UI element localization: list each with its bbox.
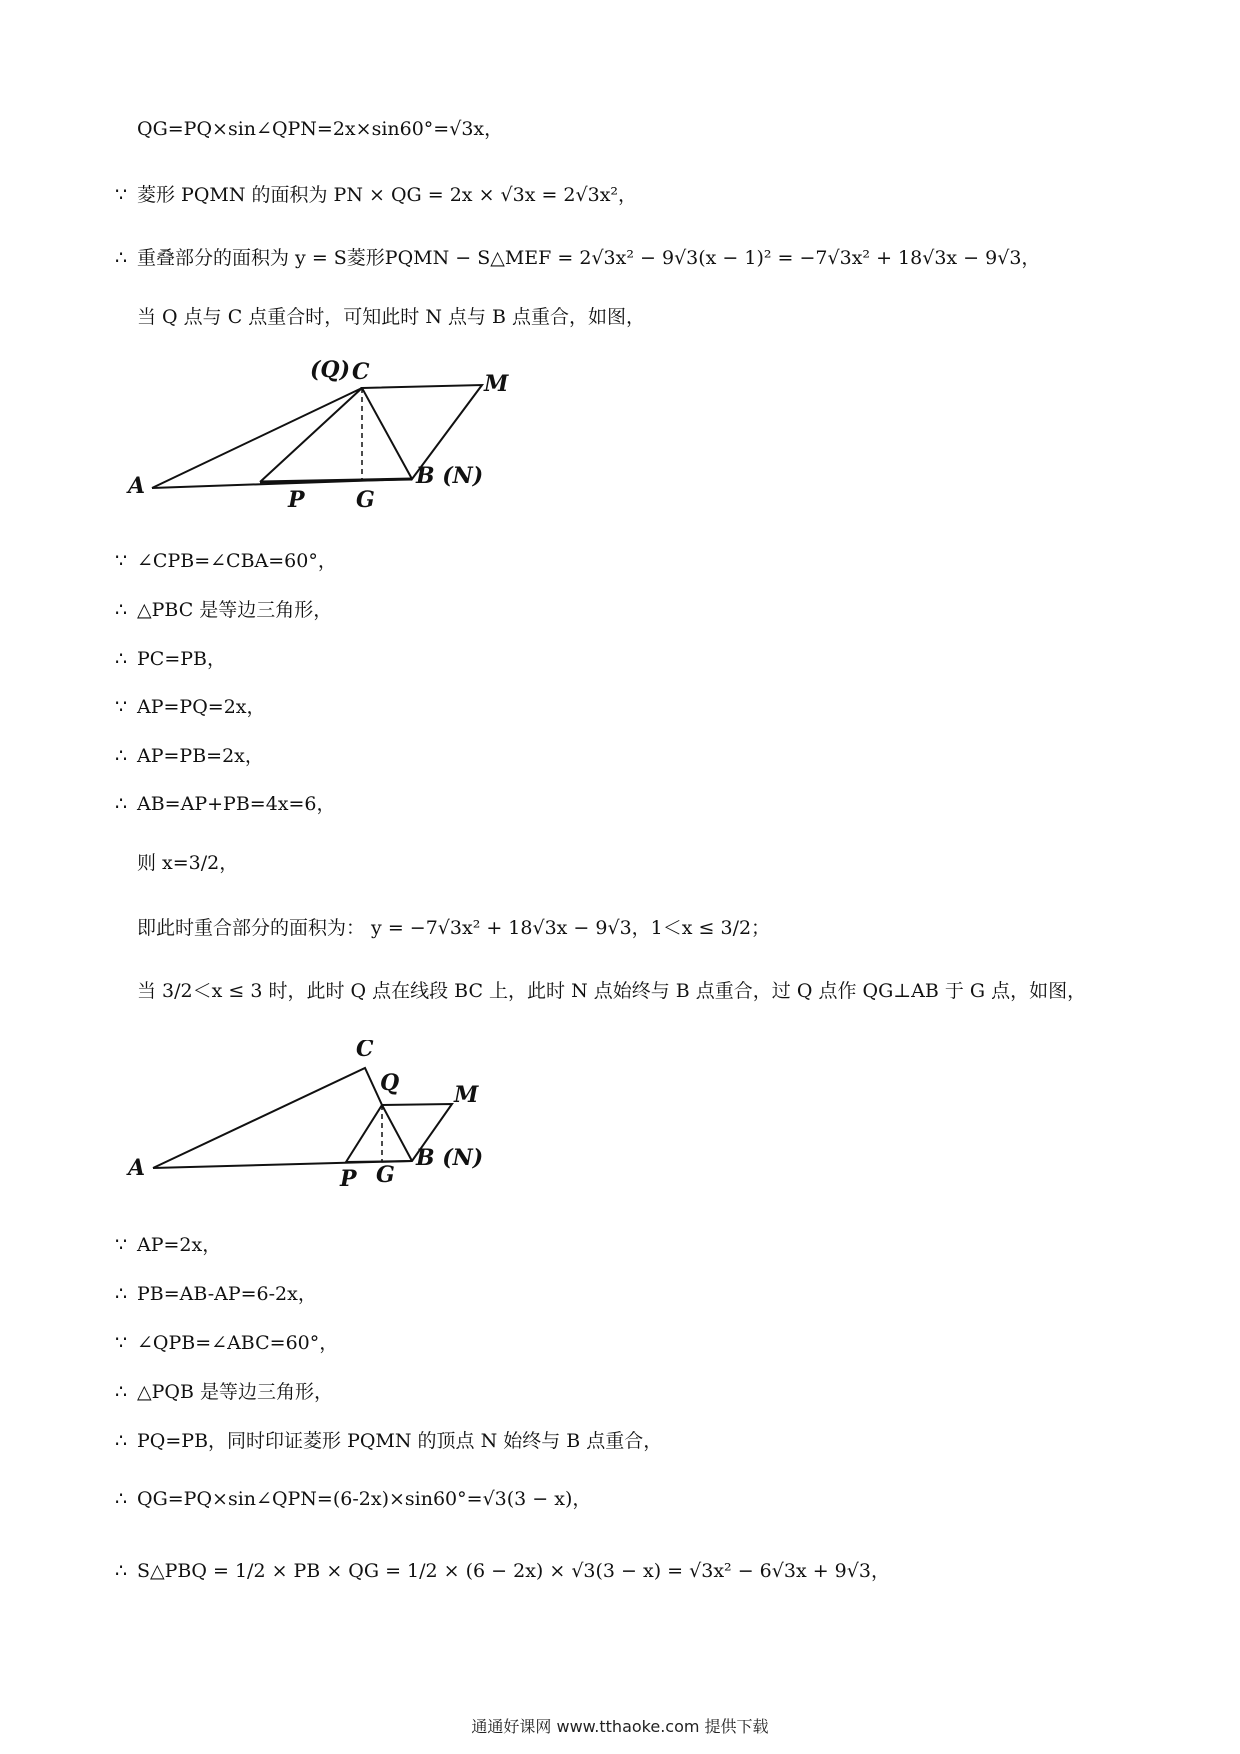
line-text: 则 x=3/2， [137,852,239,874]
line-text: AP=PB=2x， [137,745,264,767]
text-line [115,548,337,574]
logic-symbol: ∴ [115,793,128,815]
segment-pb [260,479,412,482]
line-text: ∠CPB=∠CBA=60°， [137,550,337,572]
text-line [115,597,332,623]
logic-symbol: ∴ [115,648,128,670]
text-line [115,978,1086,1004]
logic-symbol: ∴ [115,1381,128,1403]
label-p: P [288,487,305,513]
label-c: C [356,1040,374,1062]
text-line [115,646,226,672]
segment-ac-cq [153,1068,382,1168]
geometry-figure-2 [120,1040,500,1200]
text-line [115,182,637,208]
text-line [115,1232,221,1258]
line-text: PB=AB-AP=6-2x， [137,1283,317,1305]
text-line [115,850,238,876]
text-line [115,743,264,769]
line-text: PQ=PB，同时印证菱形 PQMN 的顶点 N 始终与 B 点重合， [137,1430,663,1452]
label-c: C [352,359,370,385]
line-text: ∠QPB=∠ABC=60°， [137,1332,339,1354]
line-text: 菱形 PQMN 的面积为 PN × QG = 2x × √3x = 2√3x²， [137,184,638,206]
text-line [115,1281,317,1307]
line-text: 重叠部分的面积为 y = S菱形PQMN − S△MEF = 2√3x² − 9√3(x − 1)² = −7√3x² + 18√3x − 9√3， [137,247,1041,269]
line-text: 当 Q 点与 C 点重合时，可知此时 N 点与 B 点重合，如图， [137,306,646,328]
logic-symbol: ∴ [115,1283,128,1305]
text-line [115,245,1040,271]
label-p: P [340,1166,357,1192]
logic-symbol: ∵ [115,1332,128,1354]
label-m: M [484,371,509,397]
text-line [115,694,266,720]
logic-symbol: ∴ [115,1488,128,1510]
text-line [115,1558,890,1584]
line-text: 当 3/2＜x ≤ 3 时，此时 Q 点在线段 BC 上，此时 N 点始终与 B 点重合，过 Q 点作 QG⊥AB 于 G 点，如图， [137,980,1087,1002]
label-m: M [454,1082,479,1108]
logic-symbol: ∵ [115,1234,128,1256]
line-text: AP=2x， [137,1234,222,1256]
logic-symbol: ∵ [115,550,128,572]
label-g: G [376,1162,395,1188]
text-line [115,116,503,142]
line-text: PC=PB， [137,648,226,670]
line-text: AP=PQ=2x， [137,696,266,718]
text-line [115,915,770,941]
text-line [115,791,336,817]
geometry-figure-1 [120,355,520,515]
logic-symbol: ∴ [115,1430,128,1452]
page-footer: 通通好课网 www.tthaoke.com 提供下载 [471,1717,769,1736]
triangle-apc [152,388,362,488]
label-a: A [128,473,146,499]
logic-symbol: ∵ [115,696,128,718]
logic-symbol: ∴ [115,247,128,269]
line-text: QG=PQ×sin∠QPN=(6-2x)×sin60°=√3(3 − x)， [137,1488,592,1510]
text-line [115,1428,662,1454]
label-q: (Q) [310,357,350,383]
label-g: G [356,487,375,513]
logic-symbol: ∵ [115,184,128,206]
line-text: △PQB 是等边三角形， [137,1381,333,1403]
text-line [115,1486,591,1512]
label-q: Q [380,1070,400,1096]
line-text: 即此时重合部分的面积为： y = −7√3x² + 18√3x − 9√3，1＜x ≤ 3/2； [137,917,771,939]
logic-symbol: ∴ [115,599,128,621]
text-line [115,304,645,330]
line-text: S△PBQ = 1/2 × PB × QG = 1/2 × (6 − 2x) × √3(3 − x) = √3x² − 6√3x + 9√3， [137,1560,890,1582]
text-line [115,1330,338,1356]
label-b-n: B (N) [416,1145,484,1171]
text-line [115,1379,333,1405]
line-text: AB=AP+PB=4x=6， [137,793,336,815]
segment-qb [382,1105,412,1161]
logic-symbol: ∴ [115,745,128,767]
line-text: △PBC 是等边三角形， [137,599,333,621]
logic-symbol: ∴ [115,1560,128,1582]
label-b-n: B (N) [416,463,484,489]
label-a: A [128,1155,146,1181]
line-text: QG=PQ×sin∠QPN=2x×sin60°=√3x， [137,118,504,140]
